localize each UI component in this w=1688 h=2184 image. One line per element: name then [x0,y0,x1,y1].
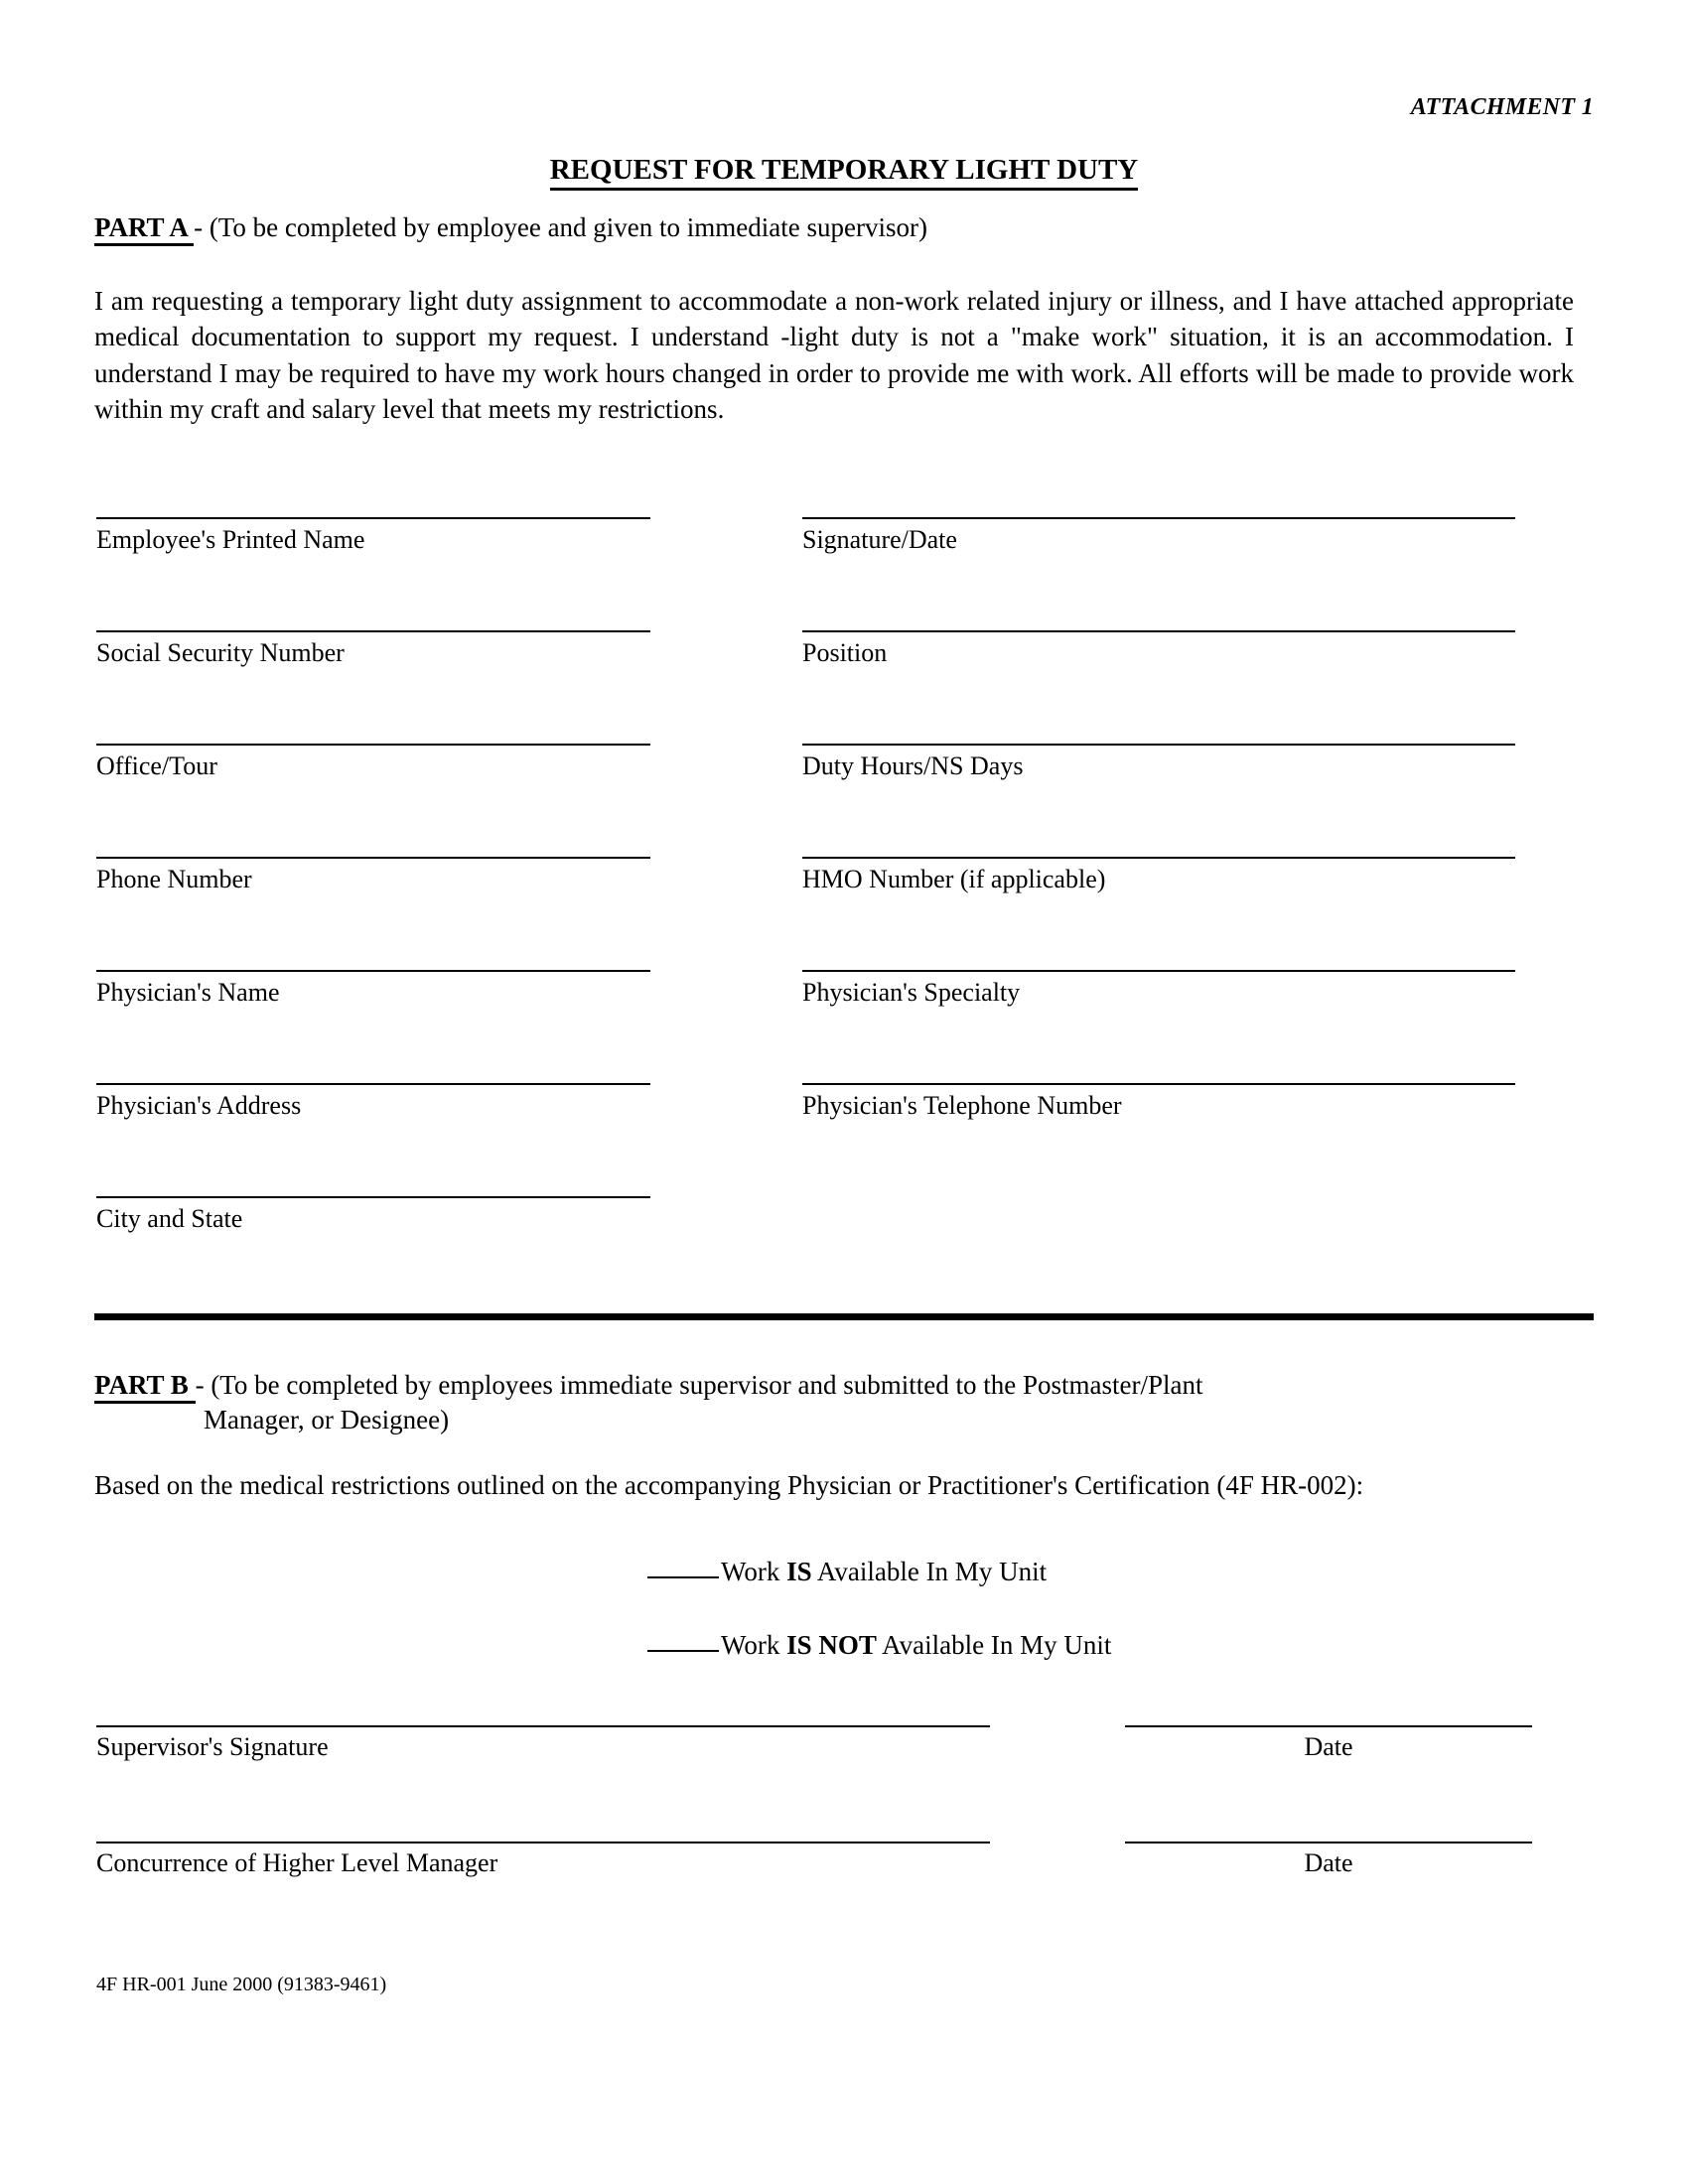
field-concurrence-higher-level-manager[interactable] [96,1842,990,1878]
field-hmo-number[interactable] [802,857,1515,896]
option-blank-line[interactable] [647,1650,719,1652]
part-b-heading [94,1368,1564,1437]
field-label: Concurrence of Higher Level Manager [96,1848,498,1877]
field-office-tour[interactable] [96,744,650,783]
field-label: Supervisor's Signature [96,1732,329,1761]
part-a-heading [94,210,1564,245]
option-work-is-not-available[interactable] [647,1630,1111,1661]
option-text-post: Available In My Unit [876,1630,1112,1660]
part-a-heading-rest: - (To be completed by employee and given to immediate supervisor) [194,212,927,242]
field-label: Phone Number [96,865,252,893]
attachment-label: ATTACHMENT 1 [1410,94,1594,120]
field-label: Physician's Address [96,1091,302,1120]
field-label: Date [1304,1848,1353,1877]
field-label: Physician's Specialty [802,978,1021,1007]
field-label: Date [1304,1732,1353,1761]
section-divider [94,1313,1594,1320]
field-label: City and State [96,1204,243,1233]
option-emphasis: IS [786,1557,812,1586]
field-physicians-telephone-number[interactable] [802,1083,1515,1123]
form-code-footer: 4F HR-001 June 2000 (91383-9461) [96,1974,387,1995]
part-b-heading-rest: - (To be completed by employees immediate supervisor and submitted to the Postmaster/Plant [195,1370,1203,1400]
field-duty-hours-ns-days[interactable] [802,744,1515,783]
field-label: Office/Tour [96,751,217,780]
part-a-tag: PART A [94,212,194,246]
field-label: Social Security Number [96,638,345,667]
field-label: Signature/Date [802,525,957,554]
page-title [94,154,1594,187]
field-physicians-specialty[interactable] [802,970,1515,1010]
field-manager-date[interactable] [1125,1842,1532,1878]
field-label: Physician's Name [96,978,280,1007]
field-label: Position [802,638,888,667]
field-label: Physician's Telephone Number [802,1091,1122,1120]
option-blank-line[interactable] [647,1576,719,1578]
field-label: Duty Hours/NS Days [802,751,1024,780]
field-social-security-number[interactable] [96,630,650,670]
field-employee-printed-name[interactable] [96,517,650,557]
document-sheet [94,0,1594,2184]
field-phone-number[interactable] [96,857,650,896]
field-label: Employee's Printed Name [96,525,365,554]
field-physicians-name[interactable] [96,970,650,1010]
field-supervisor-date[interactable] [1125,1725,1532,1762]
option-work-is-available[interactable] [647,1557,1047,1587]
option-text-pre: Work [721,1630,787,1660]
part-b-statement: Based on the medical restrictions outlined on the accompanying Physician or Practitioner's Certification (4F HR-002): [94,1470,1364,1500]
part-b-heading-line2: Manager, or Designee) [204,1405,450,1435]
field-city-and-state[interactable] [96,1196,650,1236]
field-signature-date[interactable] [802,517,1515,557]
field-position[interactable] [802,630,1515,670]
option-text-post: Available In My Unit [811,1557,1048,1586]
option-text-pre: Work [721,1557,787,1586]
page-title-text: REQUEST FOR TEMPORARY LIGHT DUTY [550,154,1139,191]
field-physicians-address[interactable] [96,1083,650,1123]
field-supervisors-signature[interactable] [96,1725,990,1762]
field-label: HMO Number (if applicable) [802,865,1106,893]
part-a-statement: I am requesting a temporary light duty assignment to accommodate a non-work related injury or illness, and I have attached appropriate medical documentation to support my request. I understand -light duty is not a "make work" situation, it is an accommodation. I understand I may be required to have my work hours changed in order to provide me with work. All efforts will be made to provide work within my craft and salary level that meets my restrictions. [94,286,1574,424]
part-b-tag: PART B [94,1370,196,1404]
option-emphasis: IS NOT [786,1630,877,1660]
